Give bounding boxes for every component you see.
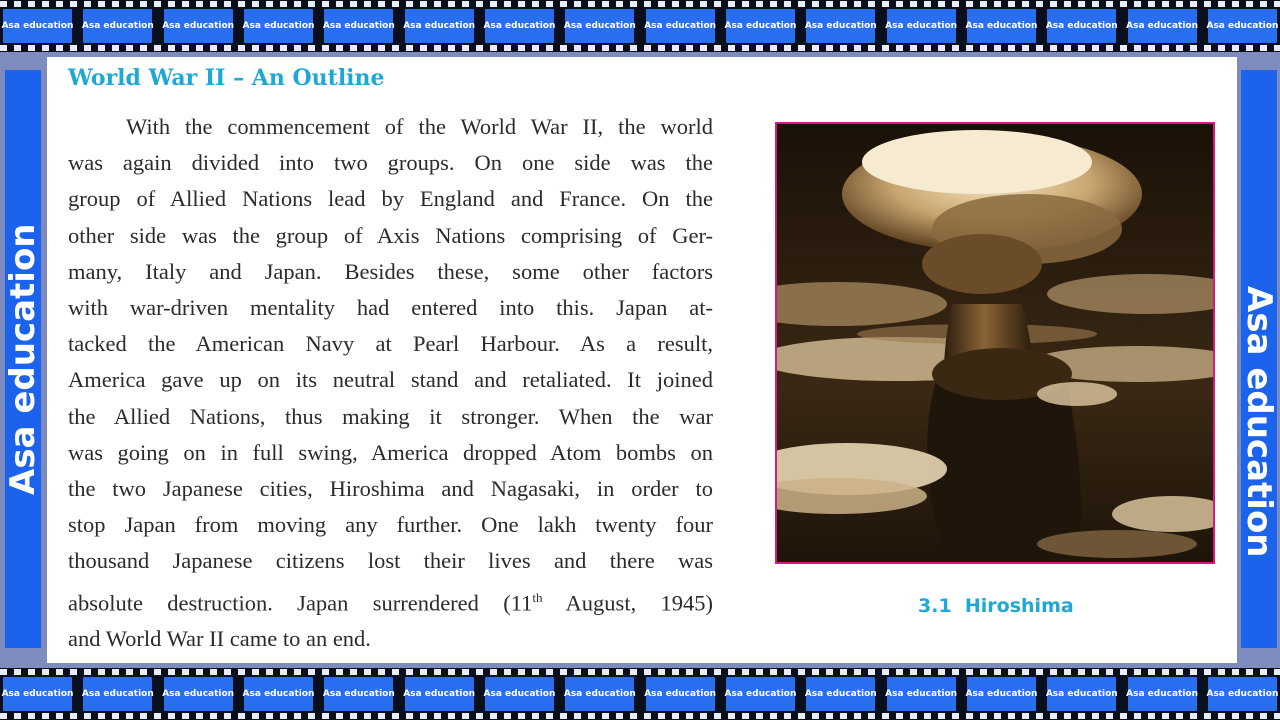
paragraph-line: other side was the group of Axis Nations comprising of Ger-	[68, 222, 713, 248]
watermark-tile: Asa education	[887, 9, 956, 43]
paragraph-line: America gave up on its neutral stand and retaliated. It joined	[68, 367, 713, 393]
watermark-tile: Asa education	[967, 9, 1036, 43]
watermark-tile: Asa education	[244, 677, 313, 711]
paragraph-line: thousand Japanese citizens lost their lives and there was	[68, 548, 713, 574]
paragraph-line: was going on in full swing, America dropped Atom bombs on	[68, 439, 713, 465]
watermark-tile: Asa education	[164, 9, 233, 43]
ordinal-suffix: th	[532, 589, 543, 605]
watermark-tile: Asa education	[485, 9, 554, 43]
watermark-tile: Asa education	[887, 677, 956, 711]
watermark-tile: Asa education	[565, 677, 634, 711]
paragraph-line: many, Italy and Japan. Besides these, some other factors	[68, 258, 713, 284]
watermark-tile: Asa education	[324, 9, 393, 43]
figure-caption: 3.1 Hiroshima	[918, 595, 1074, 617]
watermark-tile: Asa education	[324, 677, 393, 711]
watermark-tile: Asa education	[3, 9, 72, 43]
bottom-film-strip	[0, 668, 1280, 720]
watermark-tile: Asa education	[726, 9, 795, 43]
paragraph-line: with war-driven mentality had entered into this. Japan at-	[68, 295, 713, 321]
watermark-tile: Asa education	[1208, 677, 1277, 711]
watermark-tile: Asa education	[806, 9, 875, 43]
mushroom-cloud-photo	[777, 124, 1213, 562]
section-heading: World War II – An Outline	[68, 65, 385, 91]
paragraph-line: was again divided into two groups. On one side was the	[68, 150, 713, 176]
paragraph-line: With the commencement of the World War II, the world	[126, 114, 713, 139]
body-paragraph	[68, 109, 713, 658]
paragraph-line: group of Allied Nations lead by England and France. On the	[68, 186, 713, 212]
film-perforation	[0, 713, 1280, 719]
paragraph-line: stop Japan from moving any further. One lakh twenty four	[68, 512, 713, 538]
hiroshima-photo	[775, 122, 1215, 564]
textbook-page	[47, 57, 1237, 663]
right-watermark-text: Asa education	[1239, 286, 1279, 558]
watermark-tile: Asa education	[485, 677, 554, 711]
watermark-tile: Asa education	[967, 677, 1036, 711]
left-watermark-text: Asa education	[3, 223, 43, 495]
watermark-tile: Asa education	[3, 677, 72, 711]
watermark-tile: Asa education	[1128, 677, 1197, 711]
paragraph-line: and World War II came to an end.	[68, 626, 371, 652]
watermark-tile: Asa education	[405, 677, 474, 711]
line-text: August, 1945)	[542, 590, 713, 616]
watermark-tile: Asa education	[1047, 9, 1116, 43]
paragraph-line: tacked the American Navy at Pearl Harbour. As a result,	[68, 331, 713, 357]
watermark-tile: Asa education	[646, 9, 715, 43]
watermark-tile: Asa education	[405, 9, 474, 43]
watermark-tile: Asa education	[1047, 677, 1116, 711]
film-perforation	[0, 1, 1280, 7]
film-perforation	[0, 45, 1280, 51]
watermark-tile: Asa education	[1128, 9, 1197, 43]
watermark-tile: Asa education	[806, 677, 875, 711]
watermark-tile: Asa education	[726, 677, 795, 711]
watermark-tile: Asa education	[83, 677, 152, 711]
watermark-tile: Asa education	[646, 677, 715, 711]
watermark-tile: Asa education	[565, 9, 634, 43]
watermark-tile: Asa education	[1208, 9, 1277, 43]
watermark-tile: Asa education	[164, 677, 233, 711]
top-film-strip	[0, 0, 1280, 52]
watermark-tile: Asa education	[244, 9, 313, 43]
watermark-tile: Asa education	[83, 9, 152, 43]
paragraph-line	[68, 580, 713, 622]
film-perforation	[0, 669, 1280, 675]
paragraph-line: the Allied Nations, thus making it stronger. When the war	[68, 403, 713, 429]
line-text: absolute destruction. Japan surrendered (11	[68, 590, 533, 616]
paragraph-line: the two Japanese cities, Hiroshima and Nagasaki, in order to	[68, 476, 713, 502]
